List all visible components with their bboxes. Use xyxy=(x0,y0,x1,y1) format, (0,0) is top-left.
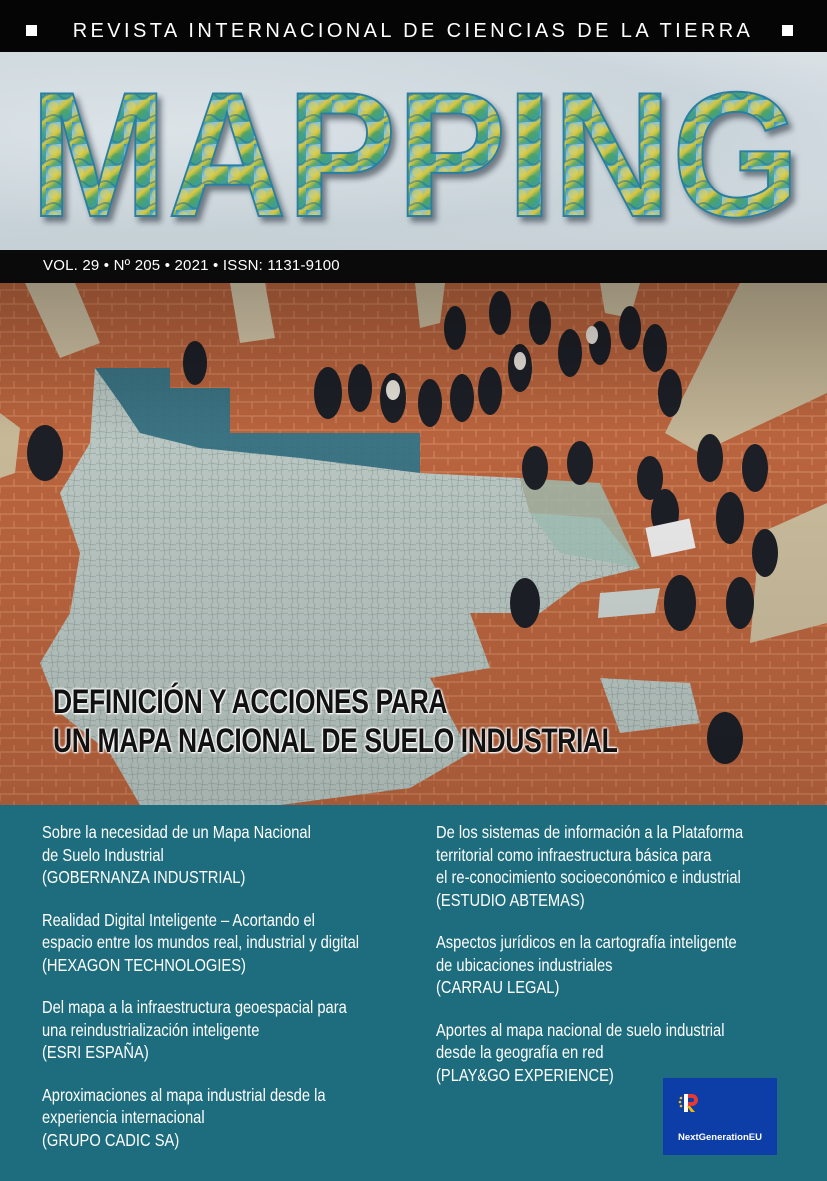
article-entry xyxy=(436,931,827,999)
article-title-line: el re-conocimiento socioeconómico e industrial xyxy=(436,867,741,887)
article-source: (PLAY&GO EXPERIENCE) xyxy=(436,1064,614,1085)
contents-column-left xyxy=(42,821,442,1171)
article-source: (ESTUDIO ABTEMAS) xyxy=(436,889,585,910)
article-entry xyxy=(42,909,442,977)
journal-name: REVISTA INTERNACIONAL DE CIENCIAS DE LA TIERRA xyxy=(72,20,754,42)
volume-info: VOL. 29 • Nº 205 • 2021 • ISSN: 1131-9100 xyxy=(43,257,340,274)
article-title-line: Realidad Digital Inteligente – Acortando el xyxy=(42,909,315,930)
article-title-line: Aproximaciones al mapa industrial desde la xyxy=(42,1084,326,1105)
article-title-line: de Suelo Industrial xyxy=(42,844,164,865)
article-entry xyxy=(436,821,827,911)
article-title-line: una reindustrialización inteligente xyxy=(42,1019,260,1040)
square-bullet-icon xyxy=(26,25,37,36)
article-title-line: Del mapa a la infraestructura geoespacial para xyxy=(42,997,347,1017)
article-source: (CARRAU LEGAL) xyxy=(436,977,560,997)
article-entry xyxy=(42,996,442,1064)
headline-line-2: UN MAPA NACIONAL DE SUELO INDUSTRIAL xyxy=(53,722,618,760)
article-title-line: Aportes al mapa nacional de suelo industrial xyxy=(436,1019,725,1040)
article-title-line: territorial como infraestructura básica para xyxy=(436,844,712,865)
contents-column-right xyxy=(436,821,827,1106)
article-entry xyxy=(436,1019,827,1087)
magazine-title: MAPPING xyxy=(30,56,800,246)
headline-line-1: DEFINICIÓN Y ACCIONES PARA xyxy=(53,683,448,721)
article-title-line: experiencia internacional xyxy=(42,1107,205,1127)
badge-label: NextGenerationEU xyxy=(678,1132,762,1143)
magazine-title-logo xyxy=(20,56,810,246)
article-entry xyxy=(42,821,442,889)
journal-band xyxy=(0,0,827,58)
article-title-line: Sobre la necesidad de un Mapa Nacional xyxy=(42,822,311,842)
article-source: (GOBERNANZA INDUSTRIAL) xyxy=(42,867,246,887)
volume-band xyxy=(0,250,827,283)
article-title-line: de ubicaciones industriales xyxy=(436,954,613,975)
article-title-line: desde la geografía en red xyxy=(436,1042,604,1062)
article-source: (GRUPO CADIC SA) xyxy=(42,1129,180,1150)
article-entry xyxy=(42,1084,442,1152)
prtr-logo-icon xyxy=(677,1092,699,1114)
masthead xyxy=(0,52,827,250)
article-title-line: Aspectos jurídicos en la cartografía inteligente xyxy=(436,932,737,952)
article-source: (HEXAGON TECHNOLOGIES) xyxy=(42,954,246,975)
article-title-line: De los sistemas de información a la Plataforma xyxy=(436,822,744,842)
cover-headline xyxy=(53,683,773,761)
nextgenerationeu-badge xyxy=(663,1078,777,1155)
square-bullet-icon xyxy=(782,25,793,36)
article-title-line: espacio entre los mundos real, industrial y digital xyxy=(42,932,360,952)
article-source: (ESRI ESPAÑA) xyxy=(42,1042,149,1062)
